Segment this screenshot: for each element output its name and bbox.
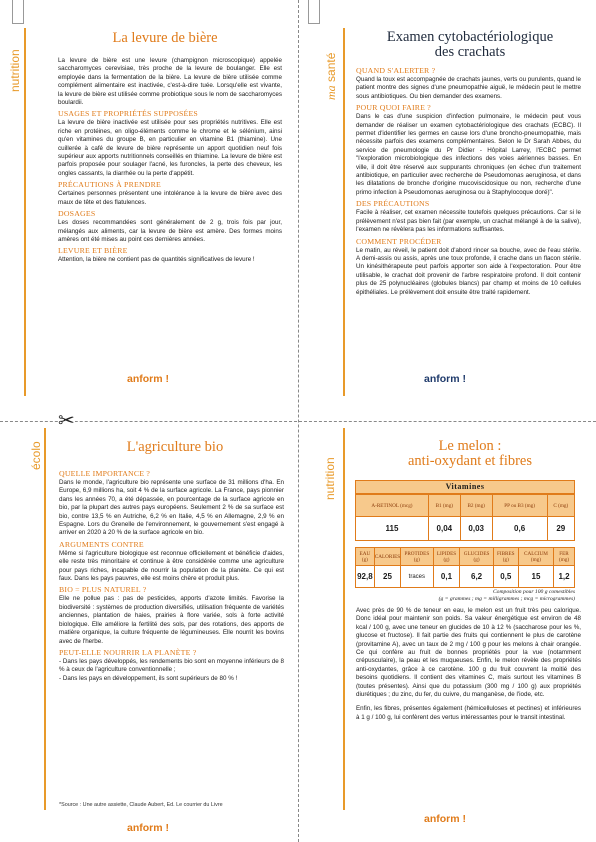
section-text: Les doses recommandées sont généralement de 2 g, trois fois par jour, mélangés aux aliments, car la levure de bière est amère. Des formes moins amères ont été mises au point ces dernières années. (58, 219, 282, 243)
brand-logo: anform ! (424, 373, 466, 385)
brand-logo: anform ! (424, 813, 466, 825)
body-paragraph: Enfin, les fibres, présentes également (hémicelluloses et pectines) et inférieures à 1 g / 100 g, lui confèrent des vertus intéressantes pour le transit intestinal. (356, 705, 581, 721)
section-heading: ARGUMENTS CONTRE (59, 539, 144, 549)
section-heading: PEUT-ELLE NOURRIR LA PLANÈTE ? (59, 647, 197, 657)
title-line: Examen cytobactériologique (386, 29, 554, 45)
section-text: Certaines personnes présentent une intolérance à la levure de bière avec des maux de tête et des flatulences. (58, 190, 282, 206)
table-header-cell: PP ou B3 (mg) (492, 495, 547, 517)
section-heading: DOSAGES (58, 209, 96, 219)
table-header-cell: GLUCIDES (g) (460, 548, 493, 566)
section-text: La levure de bière inactivée est utilisée pour ses propriétés nutritives. Elle est riche en protéines, en oligo-éléments comme le chrome et le sélénium, ainsi qu'en vitamines du groupe B, en particulier en vitamine B1 (thiamine). Une cuillerée à café de levure de bière représente un apport quotidien neuf fois supérieur aux apports nutritionnels conseillés en thiamine. La levure de bière est parfois proposée pour soulager l'acné, les furoncles, la perte des cheveux, les ongles cassants, la diarrhée ou la perte d'appétit. (58, 119, 282, 177)
intro-paragraph: La levure de bière est une levure (champignon microscopique) appelée saccharomyces cerevisiae, très proche de la levure de boulanger. Elle est employée dans la fermentation de la bière. La levure de bière utilisée comme complément alimentaire est inactivée, c'est-à-dire tuée. Lorsqu'elle est vivante, la levure de bière est utilisée comme probiotique sous le nom de saccharomyces boulardii. (58, 57, 282, 107)
section-text: Attention, la bière ne contient pas de quantités significatives de levure ! (58, 256, 255, 264)
vitamins-table-title: Vitamines (355, 480, 575, 494)
table-cell: 0,6 (492, 517, 547, 541)
table-cell: 115 (356, 517, 429, 541)
section-text: Facile à réaliser, cet examen nécessite toutefois quelques précautions. Car si le prélèvement n'est pas bien fait (par exemple, un crachat mélangé à de la salive), l'examen ne révèlera pas les informations suffisantes. (356, 209, 581, 234)
section-heading: PRÉCAUTIONS À PRENDRE (58, 180, 161, 190)
section-text: Dans le cas d'une suspicion d'infection pulmonaire, le médecin peut vous demander de réaliser un examen cytobactériologique des crachats (ECBC). Il permet d'identifier les germes en cause lors d'une broncho-pneumopathie, mais nécessite parfois des examens complémentaires. Selon le Dr Sarah Abbes, du service de pneumologie du Pr Didier - Hôpital Larrey, l'ECBC permet "l'exploration microbiologique des infections des voies aériennes basses. En ville, il doit être réservé aux suppurants chroniques (en échec d'un traitement antibiotique, en particulier avec recherche de Pseudomonas aeruginosa, et dans les dilatations de bronche d'origine mucoviscidosique ou non, recherche d'une primo infection à Pseudomonas aeruginosa ou à Staphylocoque doré)". (356, 113, 581, 196)
table-cell: 25 (374, 566, 400, 588)
card-title (60, 439, 290, 456)
card-category-label (324, 53, 339, 100)
fold-marker-right (308, 0, 320, 24)
card-body (356, 607, 581, 722)
table-cell: 1,2 (554, 566, 575, 588)
note-line: Composition pour 100 g comestibles (492, 589, 575, 595)
title-line: anti-oxydant et fibres (407, 453, 532, 469)
title-text: La levure de bière (112, 30, 218, 46)
title-text: L'agriculture bio (126, 439, 224, 455)
title-line: des crachats (434, 44, 506, 60)
table-row (356, 517, 575, 541)
section-heading: QUAND S'ALERTER ? (356, 66, 436, 75)
accent-bar (343, 428, 345, 810)
accent-bar (24, 28, 26, 396)
card-category-label: nutrition (8, 49, 22, 92)
table-header-cell: PROTIDES (g) (401, 548, 433, 566)
section-text: Quand la toux est accompagnée de crachats jaunes, verts ou purulents, quand le patient montre des signes d'une pneumopathie aiguë, le médecin peut le mettre sous antibiotiques. Ou bien demander des examens. (356, 76, 581, 100)
brand-logo: anform ! (127, 373, 169, 385)
table-header-cell: C (mg) (547, 495, 574, 517)
section-text: Dans le monde, l'agriculture bio représente une surface de 31 millions d'ha. En Europe, 6,9 millions ha, soit 4 % de la surface agricole. La France, pays pionnier dans les années 70, a été dépassée, en pourcentage de la surface agricole en bio, par la plupart des autres pays européens. Seulement 2 % de sa surface est bio, contre 13,5 % en Autriche, 6,2 % en Italie, 4,5 % en Allemagne, 2,9 % en Espagne. Lors du Grenelle de l'environnement, le gouvernement s'est engagé à arriver en 2020 à 20 % de la surface agricole en bio. (59, 479, 284, 537)
section-text: Même si l'agriculture biologique est reconnue officiellement et bénéficie d'aides, elle reste très minoritaire et continue à être considérée comme une agriculture pour pays riches, incapable de nourrir la population de la planète. Ce qui est faux. Dans les pays pauvres, elle est moins chère et produit plus. (59, 549, 284, 583)
table-header-row (356, 495, 575, 517)
table-header-cell: A-RETINOL (mcg) (356, 495, 429, 517)
section-heading: POUR QUOI FAIRE ? (356, 103, 431, 113)
table-header-row (356, 548, 575, 566)
section-heading: USAGES ET PROPRIÉTÉS SUPPOSÉES (58, 109, 198, 119)
list-item: - Dans les pays développés, les rendements bio sont en moyenne inférieurs de 8 % à ceux de l'agriculture conventionnelle ; (59, 657, 284, 674)
table-header-cell: FER (mg) (554, 548, 575, 566)
accent-bar (44, 428, 46, 810)
table-header-cell: FIBRES (g) (493, 548, 518, 566)
table-header-cell: EAU (g) (356, 548, 375, 566)
source-note: *Source : Une autre assiette, Claude Aubert, Ed. Le courrier du Livre (59, 802, 223, 808)
horizontal-cut-line (0, 421, 596, 422)
table-header-cell: CALORIES (374, 548, 400, 566)
table-header-cell: B2 (mg) (460, 495, 492, 517)
scissors-icon: ✂ (58, 410, 75, 432)
card-body (59, 467, 284, 683)
card-category-label: nutrition (323, 457, 337, 500)
title-line: Le melon : (438, 438, 502, 454)
composition-table (355, 547, 575, 588)
table-header-cell: B1 (mg) (428, 495, 460, 517)
card-body (356, 64, 581, 297)
table-cell: 92,8 (356, 566, 375, 588)
brand-logo: anform ! (127, 822, 169, 834)
vitamins-table (355, 494, 575, 541)
table-cell: 6,2 (460, 566, 493, 588)
table-cell: 0,03 (460, 517, 492, 541)
card-category-label: écolo (29, 441, 43, 470)
section-heading: BIO = PLUS NATUREL ? (59, 585, 147, 595)
section-heading: LEVURE ET BIÈRE (58, 246, 128, 256)
composition-note (355, 589, 575, 603)
category-prefix: ma (324, 85, 338, 100)
section-heading: QUELLE IMPORTANCE ? (59, 469, 151, 478)
accent-bar (343, 28, 345, 396)
card-title (40, 30, 290, 47)
table-cell: 0,1 (433, 566, 460, 588)
table-row (356, 566, 575, 588)
table-cell: 0,5 (493, 566, 518, 588)
category-word: santé (324, 52, 338, 82)
table-cell: 15 (518, 566, 553, 588)
table-header-cell: CALCIUM (mg) (518, 548, 553, 566)
body-paragraph: Avec près de 90 % de teneur en eau, le melon est un fruit très peu calorique. Donc idéal pour maintenir son poids. Sa valeur énergétique est environ de 48 kcal / 100 g, avec une teneur en glucides de 10 à 12 % (saccharose pour les %, glucose et fructose). Il fait partie des fruits qui contiennent le plus de carotène (provitamine A), avec un taux de 2 mg / 100 g pour les melons à chair orangée. Ce qui confère au fruit de bonnes propriétés pour la vue (notamment crépusculaire), la peau et les muqueuses. Enfin, le melon révèle des propriétés anti-oxydantes, grâce à ce carotène. 100 g du fruit couvrent la moitié des besoins quotidiens. Il contient des vitamines C, mais surtout les vitamines B (toutes présentes). Ainsi que du potassium (300 mg / 100 g) aux propriétés diurétiques ; du zinc, du fer, du cuivre, du manganèse, de l'iode, etc. (356, 607, 581, 699)
section-text: Elle ne pollue pas : pas de pesticides, apports d'azote limités. Favorise la biodiversité : systèmes de production diversifiés, utilisation fréquente de variétés anciennes, plantation de haies, prairies à flore variée, sols à forte activité biologique. Elle améliore la fertilité des sols, par des rotations, des apports de matière organique, la culture fréquente de légumineuses. Elle nourrit les bovins avec de l'herbe. (59, 595, 284, 645)
table-header-cell: LIPIDES (g) (433, 548, 460, 566)
table-cell: 29 (547, 517, 574, 541)
fold-marker-left (12, 0, 24, 24)
table-cell: 0,04 (428, 517, 460, 541)
section-heading: COMMENT PROCÉDER (356, 236, 442, 246)
card-body (58, 57, 282, 265)
section-heading: DES PRÉCAUTIONS (356, 199, 430, 209)
card-title (350, 30, 590, 60)
card-title (350, 439, 590, 469)
table-cell: traces (401, 566, 433, 588)
section-text: Le matin, au réveil, le patient doit d'abord rincer sa bouche, avec de l'eau stérile. A demi-assis ou assis, après une toux profonde, il crache dans un flacon stérile. Un kinésithérapeute peut parfois apporter son aide à l'expectoration. Pour être utilisable, le crachat doit provenir de l'arbre respiratoire profond. Il doit contenir plus de 25 polynucléaires (globules blancs) par champ et moins de 10 cellules épithéliales. Le prélèvement doit ensuite être traité rapidement. (356, 246, 581, 296)
list-item: - Dans les pays en développement, ils sont supérieurs de 80 % ! (59, 674, 238, 682)
note-line: (g = grammes ; mg = milligrammes ; mcg = microgrammes) (438, 596, 575, 602)
